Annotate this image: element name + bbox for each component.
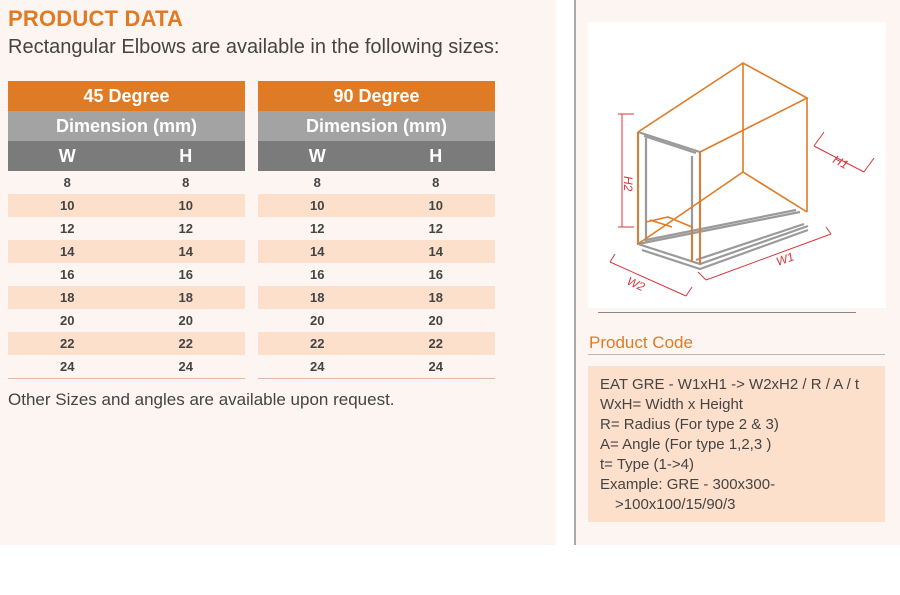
table-dimension-header: Dimension (mm) [258,111,495,141]
label-h2: H2 [621,176,635,192]
table-row [258,309,495,332]
cell-w: 24 [60,359,75,374]
table-row [8,263,245,286]
cell-w: 20 [310,313,325,328]
table-column-headers [258,141,495,171]
cell-w: 18 [310,290,325,305]
cell-h: 22 [178,336,193,351]
column-header-h: H [179,146,193,166]
table-row [8,286,245,309]
cell-w: 24 [310,359,325,374]
cell-w: 14 [60,244,75,259]
cell-h: 8 [432,175,440,190]
column-header-h: H [429,146,443,166]
cell-w: 14 [310,244,325,259]
availability-note: Other Sizes and angles are available upon request. [8,390,395,409]
table-row [258,263,495,286]
table-row [8,309,245,332]
product-code-line: A= Angle (For type 1,2,3 ) [600,436,772,453]
elbow-orange-lines [638,63,807,264]
cell-w: 20 [60,313,75,328]
cell-h: 12 [428,221,443,236]
table-row [258,286,495,309]
cell-h: 10 [178,198,193,213]
product-code-box [588,366,885,522]
table-row [8,240,245,263]
product-code-line: t= Type (1->4) [600,456,694,473]
cell-h: 16 [428,267,443,282]
table-bottom-rule [258,378,495,379]
product-code-line: >100x100/15/90/3 [615,496,736,513]
column-header-w: W [58,146,76,166]
cell-h: 20 [428,313,443,328]
dimension-lines [610,114,874,296]
product-code-line: Example: GRE - 300x300- [600,476,776,493]
product-code-rule [588,354,885,355]
cell-h: 18 [178,290,193,305]
cell-h: 18 [428,290,443,305]
product-code-line: R= Radius (For type 2 & 3) [600,416,779,433]
table-angle-header: 45 Degree [8,81,245,111]
cell-h: 24 [178,359,193,374]
table-row [8,332,245,355]
cell-w: 18 [60,290,75,305]
table-row [8,194,245,217]
cell-h: 8 [182,175,190,190]
product-code-line: EAT GRE - W1xH1 -> W2xH2 / R / A / t [600,376,860,393]
table-row [8,355,245,378]
elbow-diagram [588,22,886,308]
size-table-45 [8,81,245,379]
table-row [258,240,495,263]
cell-w: 10 [310,198,325,213]
cell-w: 22 [310,336,325,351]
cell-w: 16 [310,267,325,282]
cell-h: 14 [178,244,193,259]
cell-w: 10 [60,198,75,213]
cell-h: 10 [428,198,443,213]
cell-h: 24 [428,359,443,374]
cell-w: 8 [313,175,321,190]
size-table-90 [258,81,495,379]
cell-h: 22 [428,336,443,351]
cell-h: 14 [428,244,443,259]
page-title: PRODUCT DATA [8,6,184,31]
table-column-headers [8,141,245,171]
table-bottom-rule [8,378,245,379]
table-row [258,355,495,378]
elbow-frame-lines [638,132,808,269]
elbow-drawing [588,22,886,308]
label-h1: H1 [830,152,851,172]
dimension-labels [621,152,851,294]
table-row [8,171,245,194]
label-w1: W1 [774,249,796,269]
cell-w: 16 [60,267,75,282]
table-row [8,217,245,240]
cell-w: 12 [60,221,75,236]
cell-w: 22 [60,336,75,351]
cell-w: 12 [310,221,325,236]
page-subtitle: Rectangular Elbows are available in the following sizes: [8,36,500,58]
table-row [258,194,495,217]
label-w2: W2 [624,273,647,295]
table-angle-header: 90 Degree [258,81,495,111]
cell-h: 16 [178,267,193,282]
product-code-line: WxH= Width x Height [600,396,743,413]
table-row [258,171,495,194]
table-dimension-header: Dimension (mm) [8,111,245,141]
product-code-title: Product Code [589,333,693,352]
cell-h: 20 [178,313,193,328]
cell-h: 12 [178,221,193,236]
table-row [258,332,495,355]
diagram-baseline [598,312,856,313]
table-row [258,217,495,240]
cell-w: 8 [63,175,71,190]
column-header-w: W [308,146,326,166]
